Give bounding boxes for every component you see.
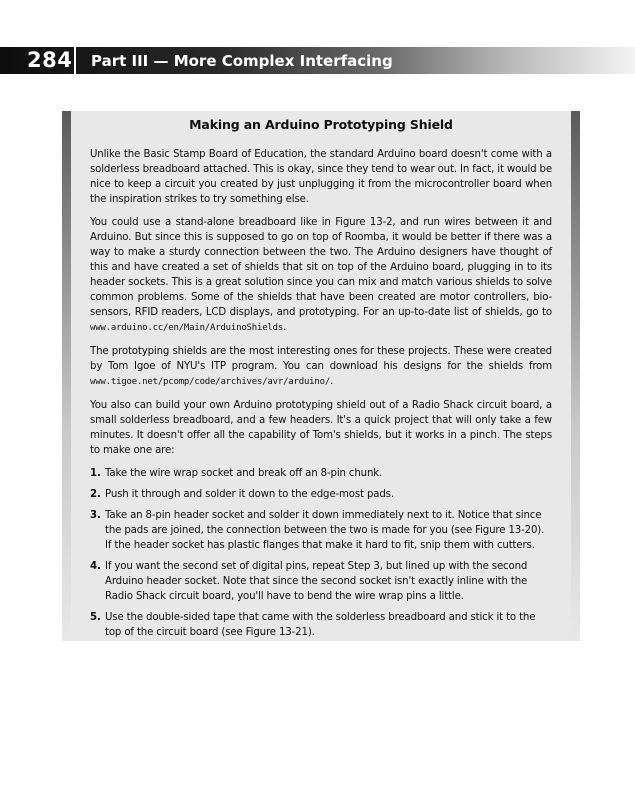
tigoe-url: www.tigoe.net/pcomp/code/archives/avr/arduino/ — [90, 377, 331, 387]
list-item — [90, 559, 552, 604]
step-number: 5. — [90, 612, 101, 623]
step-number: 4. — [90, 561, 101, 572]
arduino-shields-url: www.arduino.cc/en/Main/ArduinoShields — [90, 323, 284, 333]
paragraph-shields — [90, 215, 552, 336]
sidebar-content — [90, 116, 552, 646]
paragraph-intro: Unlike the Basic Stamp Board of Education, the standard Arduino board doesn't come with a solderless breadboard attached. This is okay, since they tend to wear out. In fact, it would be nice to keep a circuit you created by just unplugging it from the microcontroller board when the inspiration strikes to try something else. — [90, 149, 552, 205]
steps-list — [90, 466, 552, 640]
paragraph-shields-end: . — [283, 322, 287, 333]
sidebar-title: Making an Arduino Prototyping Shield — [189, 117, 453, 132]
header-divider — [74, 47, 76, 74]
step-text: Push it through and solder it down to the edge-most pads. — [105, 489, 394, 500]
list-item — [90, 610, 552, 640]
paragraph-shields-text: You could use a stand-alone breadboard like in Figure 13-2, and run wires between it and Arduino. But since this is supposed to go on top of Roomba, it would be better if there was a way to make a sturdy connection between the two. The Arduino designers have thought of this and have created a set of shields that sit on top of the Arduino board, plugging in to its header sockets. This is a great solution since you can mix and match various shields to solve common problems. Some of the shields that have been created are motor controllers, bio-sensors, RFID readers, LCD displays, and prototyping. For an up-to-date list of shields, go to — [90, 217, 552, 318]
step-number: 2. — [90, 489, 101, 500]
paragraph-prototyping — [90, 344, 552, 390]
list-item — [90, 487, 552, 502]
step-text: Take an 8-pin header socket and solder it down immediately next to it. Notice that since the pads are joined, the connection between the two is made for you (see Figure 13-20). If the header socket has plastic flanges that make it hard to fit, snip them with cutters. — [105, 510, 545, 551]
chapter-title: Part III — More Complex Interfacing — [91, 52, 393, 70]
step-text: Use the double-sided tape that came with the solderless breadboard and stick it to the top of the circuit board (see Figure 13-21). — [105, 612, 536, 638]
list-item — [90, 466, 552, 481]
step-number: 3. — [90, 510, 101, 521]
list-item — [90, 508, 552, 553]
sidebar-left-edge — [62, 111, 71, 641]
step-text: If you want the second set of digital pins, repeat Step 3, but lined up with the second Arduino header socket. Note that since the second socket isn't exactly inline with the Radio Shack circuit board, you'll have to bend the wire wrap pins a little. — [105, 561, 528, 602]
sidebar-right-edge — [571, 111, 580, 641]
step-number: 1. — [90, 468, 101, 479]
page-number: 284 — [27, 48, 73, 72]
step-text: Take the wire wrap socket and break off an 8-pin chunk. — [105, 468, 383, 479]
paragraph-prototyping-end: . — [330, 376, 334, 387]
paragraph-build-your-own: You also can build your own Arduino prototyping shield out of a Radio Shack circuit board, a small solderless breadboard, and a few headers. It's a quick project that will only take a few minutes. It doesn't offer all the capability of Tom's shields, but it works in a pinch. The steps to make one are: — [90, 400, 552, 456]
paragraph-prototyping-text: The prototyping shields are the most interesting ones for these projects. These were created by Tom Igoe of NYU's ITP program. You can download his designs for the shields from — [90, 346, 552, 372]
